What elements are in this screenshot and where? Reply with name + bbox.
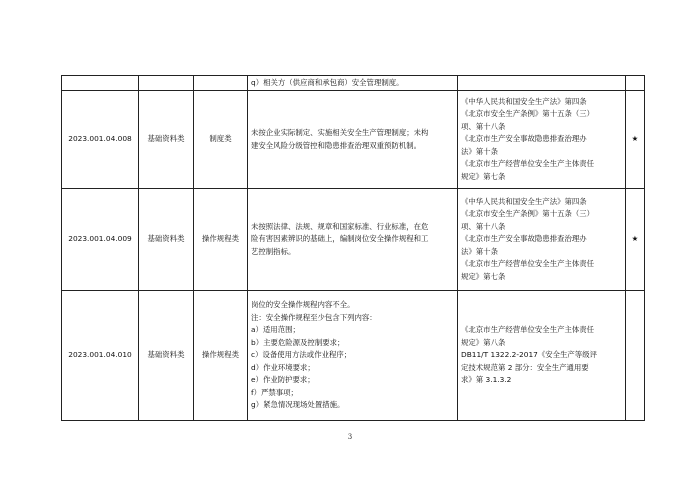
content-line: 注：安全操作规程至少包含下列内容： [251, 312, 377, 322]
content-line: a）适用范围； [251, 325, 300, 335]
basis-line: 《北京市生产经营单位安全生产主体责任 [461, 325, 595, 335]
item-category: 基础资料类 [139, 189, 194, 291]
key-item-star-icon: ★ [626, 189, 645, 291]
item-category: 基础资料类 [139, 91, 194, 189]
basis-cell [458, 76, 626, 91]
basis-line: 《北京市安全生产条例》第十五条（三） [461, 109, 595, 119]
basis-line: 《北京市生产安全事故隐患排查治理办 [461, 134, 587, 144]
content-cell [248, 76, 458, 91]
content-cell [248, 291, 458, 421]
basis-line: 规定》第八条 [461, 337, 506, 347]
item-type: 操作规程类 [194, 291, 248, 421]
basis-line: 《北京市生产安全事故隐患排查治理办 [461, 234, 587, 244]
basis-line: 《中华人民共和国安全生产法》第四条 [461, 196, 587, 206]
star-cell [626, 76, 645, 91]
basis-line: 法》第十条 [461, 246, 498, 256]
content-line: f）严禁事项； [251, 387, 298, 397]
content-cell [248, 91, 458, 189]
content-line: 未按企业实际制定、实施相关安全生产管理制度；未构 [251, 128, 429, 137]
basis-cell [458, 189, 626, 291]
content-line: e）作业防护要求； [251, 375, 315, 385]
basis-cell [458, 91, 626, 189]
basis-cell [458, 291, 626, 421]
basis-line: 法》第十条 [461, 146, 498, 156]
table-row [62, 189, 645, 291]
basis-line: 求》第 3.1.3.2 [461, 375, 512, 385]
content-line: 未按照法律、法规、规章和国家标准、行业标准，在危 [251, 221, 429, 231]
key-item-star-icon [626, 291, 645, 421]
basis-line: DB11/T 1322.2-2017《安全生产等级评 [461, 350, 597, 360]
page-number: 3 [347, 433, 353, 441]
content-cell [248, 189, 458, 291]
content-line: 建安全风险分级管控和隐患排查治理双重预防机制。 [251, 140, 421, 150]
type-cell [194, 76, 248, 91]
content-line: 险有害因素辨识的基础上，编制岗位安全操作规程和工 [251, 234, 429, 244]
basis-line: 《中华人民共和国安全生产法》第四条 [461, 96, 587, 106]
content-line: c）设备使用方法或作业程序； [251, 350, 352, 360]
basis-line: 项、第十八条 [461, 221, 506, 231]
item-code: 2023.001.04.008 [62, 91, 139, 189]
item-type: 制度类 [194, 91, 248, 189]
content-line: d）作业环境要求； [251, 362, 315, 372]
basis-line: 定技术规范第 2 部分：安全生产通用要 [461, 362, 589, 372]
content-line: g）紧急情况现场处置措施。 [251, 400, 345, 410]
basis-line: 《北京市生产经营单位安全生产主体责任 [461, 259, 595, 269]
table-row [62, 291, 645, 421]
item-type: 操作规程类 [194, 189, 248, 291]
basis-line: 规定》第七条 [461, 271, 506, 281]
item-category: 基础资料类 [139, 291, 194, 421]
content-line: 艺控制指标。 [251, 246, 296, 256]
table-row-continued [62, 76, 645, 91]
content-line: b）主要危险源及控制要求； [251, 337, 345, 347]
basis-line: 《北京市生产经营单位安全生产主体责任 [461, 159, 595, 169]
item-code: 2023.001.04.010 [62, 291, 139, 421]
basis-line: 项、第十八条 [461, 121, 506, 131]
key-item-star-icon: ★ [626, 91, 645, 189]
table-row [62, 91, 645, 189]
content-line: 岗位的安全操作规程内容不全。 [251, 300, 355, 310]
content-line: q）相关方（供应商和承包商）安全管理制度。 [251, 77, 404, 87]
basis-line: 规定》第七条 [461, 171, 506, 181]
regulation-table [61, 75, 645, 421]
code-cell [62, 76, 139, 91]
item-code: 2023.001.04.009 [62, 189, 139, 291]
basis-line: 《北京市安全生产条例》第十五条（三） [461, 209, 595, 219]
category-cell [139, 76, 194, 91]
